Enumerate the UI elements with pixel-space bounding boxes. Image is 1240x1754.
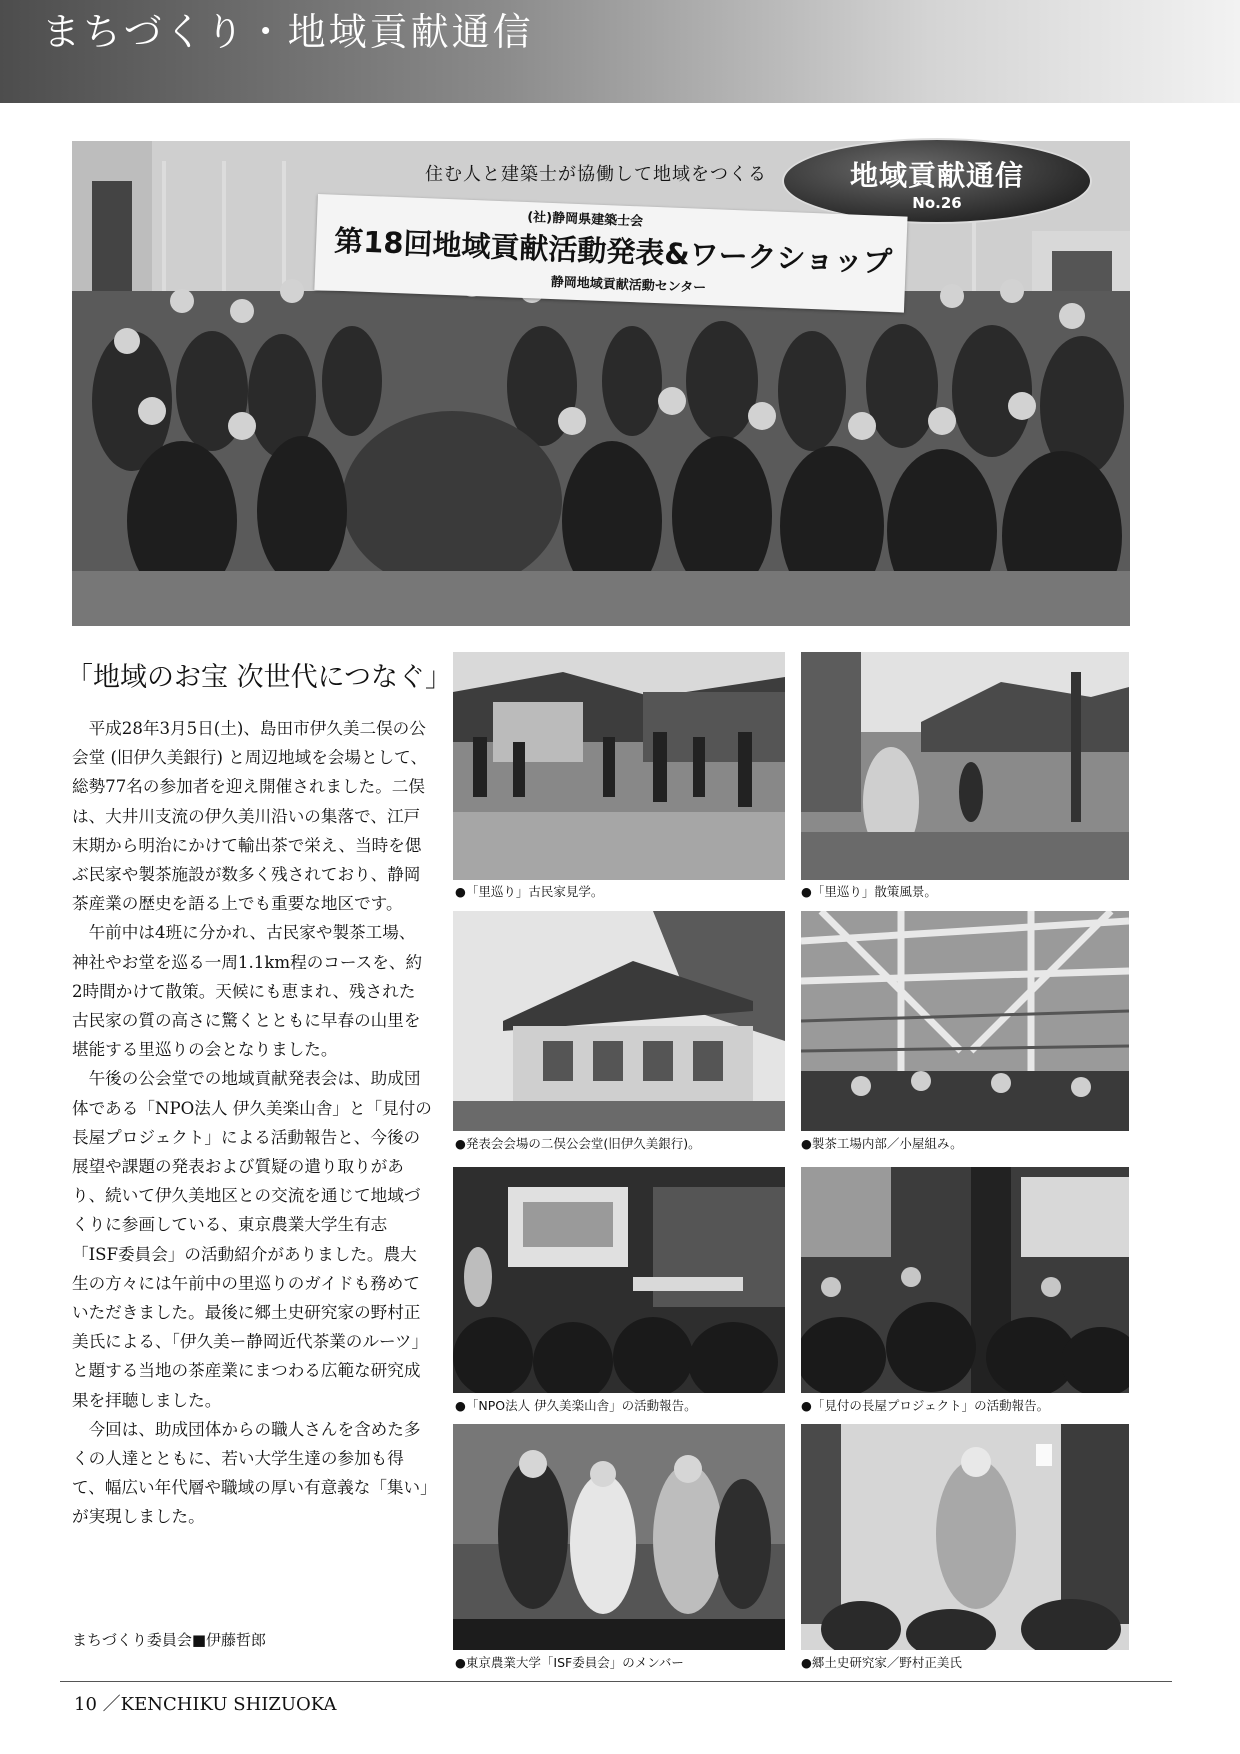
banner-subtext: 静岡地域貢献活動センター: [550, 275, 707, 296]
photo-caption: ●「里巡り」散策風景。: [801, 884, 937, 899]
photo-mitsuke-project-report: [801, 1167, 1129, 1393]
article-body: [72, 714, 432, 1532]
banner-organization: (社)静岡県建築士会: [526, 210, 644, 230]
photo-caption: ●発表会会場の二俣公会堂(旧伊久美銀行)。: [455, 1136, 701, 1151]
badge-title: 地域貢献通信: [849, 159, 1024, 192]
issue-badge: [782, 138, 1092, 224]
photo-caption: ●「NPO法人 伊久美楽山舎」の活動報告。: [455, 1398, 697, 1413]
photo-nomura-lecture: [801, 1424, 1129, 1650]
photo-community-hall: [453, 911, 785, 1131]
photo-caption: ●郷土史研究家／野村正美氏: [801, 1655, 962, 1670]
section-title: まちづくり・地域貢献通信: [42, 10, 534, 54]
article-paragraph: 平成28年3月5日(土)、島田市伊久美二俣の公会堂 (旧伊久美銀行) と周辺地域を会場として、総勢77名の参加者を迎え開催されました。二俣は、大井川支流の伊久美川沿いの集落で、江戸末期から明治にかけて輸出茶で栄え、当時を偲ぶ民家や製茶施設が数多く残されており、静岡茶産業の歴史を語る上でも重要な地区です。: [72, 719, 428, 914]
footer-divider: [60, 1681, 1172, 1682]
photo-caption: ●製茶工場内部／小屋組み。: [801, 1136, 963, 1151]
badge-issue-number: No.26: [912, 194, 962, 212]
banner-main-text: 第18回地域貢献活動発表&ワークショップ: [333, 223, 893, 280]
photo-old-house-tour: [453, 652, 785, 880]
page-footer: 10 ／KENCHIKU SHIZUOKA: [74, 1694, 337, 1715]
article-paragraph: 午後の公会堂での地域貢献発表会は、助成団体である「NPO法人 伊久美楽山舎」と「見付の長屋プロジェクト」による活動報告と、今後の展望や課題の発表および質疑の遣り取りがあり、続いて伊久美地区との交流を通じて地域づくりに参画している、東京農業大学生有志「ISF委員会」の活動紹介がありました。農大生の方々には午前中の里巡りのガイドも務めていただきました。最後に郷土史研究家の野村正美氏による、「伊久美ー静岡近代茶業のルーツ」と題する当地の茶産業にまつわる広範な研究成果を拝聴しました。: [72, 1069, 432, 1410]
photo-isf-members: [453, 1424, 785, 1650]
photo-caption: ●「見付の長屋プロジェクト」の活動報告。: [801, 1398, 1050, 1413]
photo-walking-scene: [801, 652, 1129, 880]
article-paragraph: 午前中は4班に分かれ、古民家や製茶工場、神社やお堂を巡る一周1.1km程のコースを、約2時間かけて散策。天候にも恵まれ、残された古民家の質の高さに驚くとともに早春の山里を堪能する里巡りの会となりました。: [72, 923, 423, 1060]
page-header: [0, 0, 1240, 103]
photo-caption: ●東京農業大学「ISF委員会」のメンバー: [455, 1655, 684, 1670]
photo-npo-report: [453, 1167, 785, 1393]
article-paragraph: 今回は、助成団体からの職人さんを含めた多くの人達とともに、若い大学生達の参加も得て、幅広い年代層や職域の厚い有意義な「集い」が実現しました。: [72, 1419, 429, 1527]
photo-caption: ●「里巡り」古民家見学。: [455, 884, 604, 899]
photo-tagline: 住む人と建築士が協働して地域をつくる: [425, 164, 767, 185]
article-heading: 「地域のお宝 次世代につなぐ」: [66, 662, 453, 693]
photo-tea-factory-roof: [801, 911, 1129, 1131]
article-signature: まちづくり委員会■伊藤哲郎: [72, 1631, 267, 1649]
